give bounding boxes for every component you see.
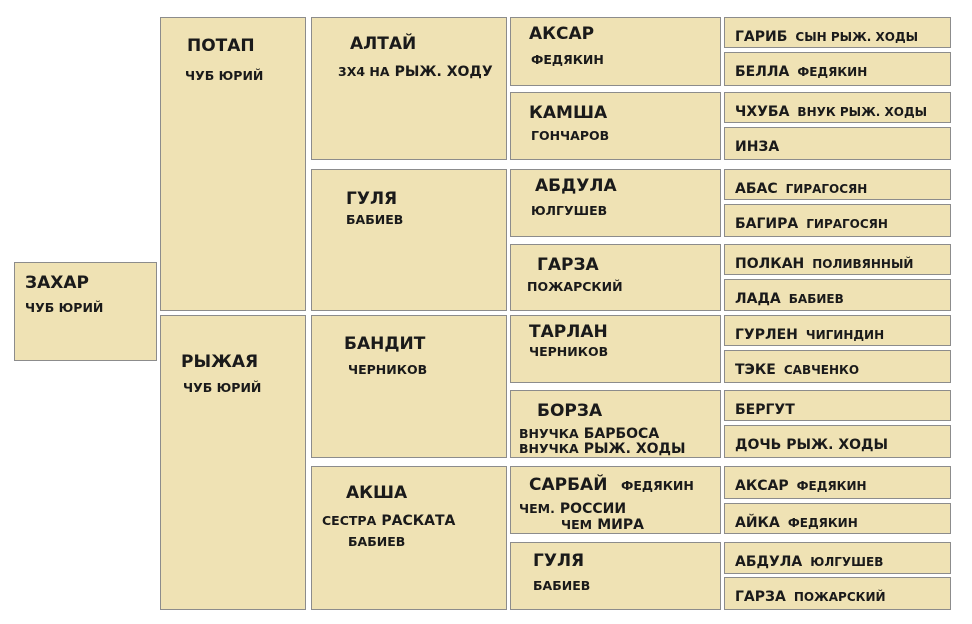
pedigree-box-gen4-6 <box>510 390 721 458</box>
dog-owner: ФЕДЯКИН <box>531 52 604 67</box>
note-part: БАРБОСА <box>583 426 660 442</box>
dog-name: ГАРИБ <box>735 29 788 45</box>
note-part: РАСКАТА <box>381 513 456 529</box>
dog-owner: ПОЛИВЯННЫЙ <box>812 257 914 271</box>
dog-owner: БАБИЕВ <box>348 534 406 549</box>
dog-name: КАМША <box>529 103 608 123</box>
pedigree-box-gen3-3 <box>311 315 507 458</box>
pedigree-box-gen4-8 <box>510 542 721 610</box>
dog-owner: БАБИЕВ <box>346 212 404 227</box>
dog-row <box>735 178 867 197</box>
dog-owner: ФЕДЯКИН <box>621 478 694 493</box>
note-part: РЫЖ. ХОДЫ <box>583 441 686 457</box>
note-part: ЧЕМ <box>561 517 593 532</box>
dog-name: АЛТАЙ <box>350 34 417 54</box>
dog-owner: ЮЛГУШЕВ <box>531 203 608 218</box>
pedigree-box-dam <box>160 315 306 610</box>
pedigree-box-gen5-16 <box>724 577 951 610</box>
pedigree-box-gen4-1 <box>510 17 721 86</box>
dog-name: ЧХУБА <box>735 104 790 120</box>
pedigree-box-gen5-4 <box>724 127 951 160</box>
dog-name: АЙКА <box>735 515 780 531</box>
dog-owner: ГОНЧАРОВ <box>531 128 610 143</box>
dog-row <box>735 324 884 343</box>
dog-row <box>735 26 918 45</box>
dog-owner: БАБИЕВ <box>533 578 591 593</box>
pedigree-box-gen3-2 <box>311 169 507 311</box>
pedigree-box-gen5-2 <box>724 52 951 86</box>
dog-owner: ЧЕРНИКОВ <box>348 362 428 377</box>
dog-row <box>735 136 787 155</box>
dog-row <box>735 101 927 120</box>
dog-owner: ФЕДЯКИН <box>787 516 858 530</box>
pedigree-box-subject <box>14 262 157 361</box>
pedigree-box-gen5-12 <box>724 425 951 458</box>
note-part: ВНУЧКА <box>519 426 579 441</box>
pedigree-box-gen4-5 <box>510 315 721 383</box>
dog-note <box>519 438 686 457</box>
dog-name: САРБАЙ <box>529 475 608 495</box>
pedigree-box-gen5-3 <box>724 92 951 123</box>
dog-name: ТЭКЕ <box>735 362 776 378</box>
dog-name: ДОЧЬ РЫЖ. ХОДЫ <box>735 437 888 453</box>
dog-owner: ПОЖАРСКИЙ <box>527 279 623 294</box>
dog-row <box>735 475 867 494</box>
pedigree-box-gen5-1 <box>724 17 951 48</box>
pedigree-box-gen5-9 <box>724 315 951 346</box>
dog-owner: ФЕДЯКИН <box>797 65 868 79</box>
dog-name: ГАРЗА <box>735 589 786 605</box>
dog-row <box>735 586 886 605</box>
dog-owner: ПОЖАРСКИЙ <box>793 590 886 604</box>
dog-name: РЫЖАЯ <box>181 352 259 372</box>
pedigree-box-gen5-13 <box>724 466 951 499</box>
note-part: РЫЖ. ХОДУ <box>394 64 493 80</box>
dog-note <box>561 514 644 533</box>
dog-name: ИНЗА <box>735 139 780 155</box>
dog-name: ГУРЛЕН <box>735 327 798 343</box>
dog-row <box>735 399 803 418</box>
dog-name: ТАРЛАН <box>529 322 608 342</box>
pedigree-box-gen4-7 <box>510 466 721 534</box>
dog-name: ГАРЗА <box>537 255 599 275</box>
pedigree-box-sire <box>160 17 306 311</box>
dog-owner: СЫН РЫЖ. ХОДЫ <box>795 30 919 44</box>
pedigree-box-gen3-4 <box>311 466 507 610</box>
dog-name: АКСАР <box>529 24 595 44</box>
dog-owner: ЧЕРНИКОВ <box>529 344 609 359</box>
dog-row <box>735 61 867 80</box>
dog-owner: ГИРАГОСЯН <box>785 182 868 196</box>
dog-note <box>338 61 493 80</box>
dog-row <box>735 551 883 570</box>
pedigree-box-gen5-6 <box>724 204 951 237</box>
dog-row <box>735 359 859 378</box>
pedigree-box-gen4-4 <box>510 244 721 311</box>
note-part: ВНУЧКА <box>519 441 579 456</box>
dog-owner: ЮЛГУШЕВ <box>810 555 884 569</box>
dog-owner: БАБИЕВ <box>788 292 844 306</box>
dog-name: АБАС <box>735 181 778 197</box>
dog-row <box>735 434 896 453</box>
dog-name: ЛАДА <box>735 291 781 307</box>
pedigree-box-gen5-14 <box>724 503 951 534</box>
dog-name: ГУЛЯ <box>533 551 585 571</box>
dog-name: БАНДИТ <box>344 334 426 354</box>
dog-owner: ЧУБ ЮРИЙ <box>185 68 264 83</box>
dog-name: ЗАХАР <box>25 273 89 293</box>
pedigree-box-gen5-5 <box>724 169 951 200</box>
pedigree-box-gen5-10 <box>724 350 951 383</box>
dog-owner: ЧУБ ЮРИЙ <box>25 300 104 315</box>
dog-name: АКСАР <box>735 478 789 494</box>
dog-name: ПОТАП <box>187 36 255 56</box>
dog-name: ПОЛКАН <box>735 256 805 272</box>
dog-row <box>735 213 888 232</box>
dog-row <box>735 288 844 307</box>
dog-owner: ЧУБ ЮРИЙ <box>183 380 262 395</box>
dog-name: АКША <box>346 483 408 503</box>
dog-note <box>322 510 455 529</box>
dog-owner: САВЧЕНКО <box>783 363 860 377</box>
pedigree-box-gen5-7 <box>724 244 951 275</box>
note-part: МИРА <box>597 517 644 533</box>
dog-name: АБДУЛА <box>535 176 617 196</box>
note-part: 3Х4 НА <box>338 64 390 79</box>
pedigree-box-gen4-2 <box>510 92 721 160</box>
pedigree-box-gen5-11 <box>724 390 951 421</box>
dog-row <box>735 253 913 272</box>
dog-owner: ЧИГИНДИН <box>805 328 885 342</box>
note-part: РОССИИ <box>559 501 627 517</box>
dog-owner: ФЕДЯКИН <box>796 479 867 493</box>
pedigree-box-gen3-1 <box>311 17 507 160</box>
dog-name: БЕЛЛА <box>735 64 790 80</box>
dog-owner: ГИРАГОСЯН <box>806 217 888 231</box>
pedigree-box-gen5-8 <box>724 279 951 311</box>
dog-name: БАГИРА <box>735 216 799 232</box>
dog-row <box>735 512 858 531</box>
dog-name: АБДУЛА <box>735 554 803 570</box>
dog-name: БОРЗА <box>537 401 603 421</box>
dog-owner: ВНУК РЫЖ. ХОДЫ <box>797 105 928 119</box>
note-part: СЕСТРА <box>322 513 377 528</box>
dog-name: БЕРГУТ <box>735 402 795 418</box>
pedigree-box-gen5-15 <box>724 542 951 574</box>
pedigree-box-gen4-3 <box>510 169 721 237</box>
dog-name: ГУЛЯ <box>346 189 398 209</box>
note-part: ЧЕМ. <box>519 501 555 516</box>
